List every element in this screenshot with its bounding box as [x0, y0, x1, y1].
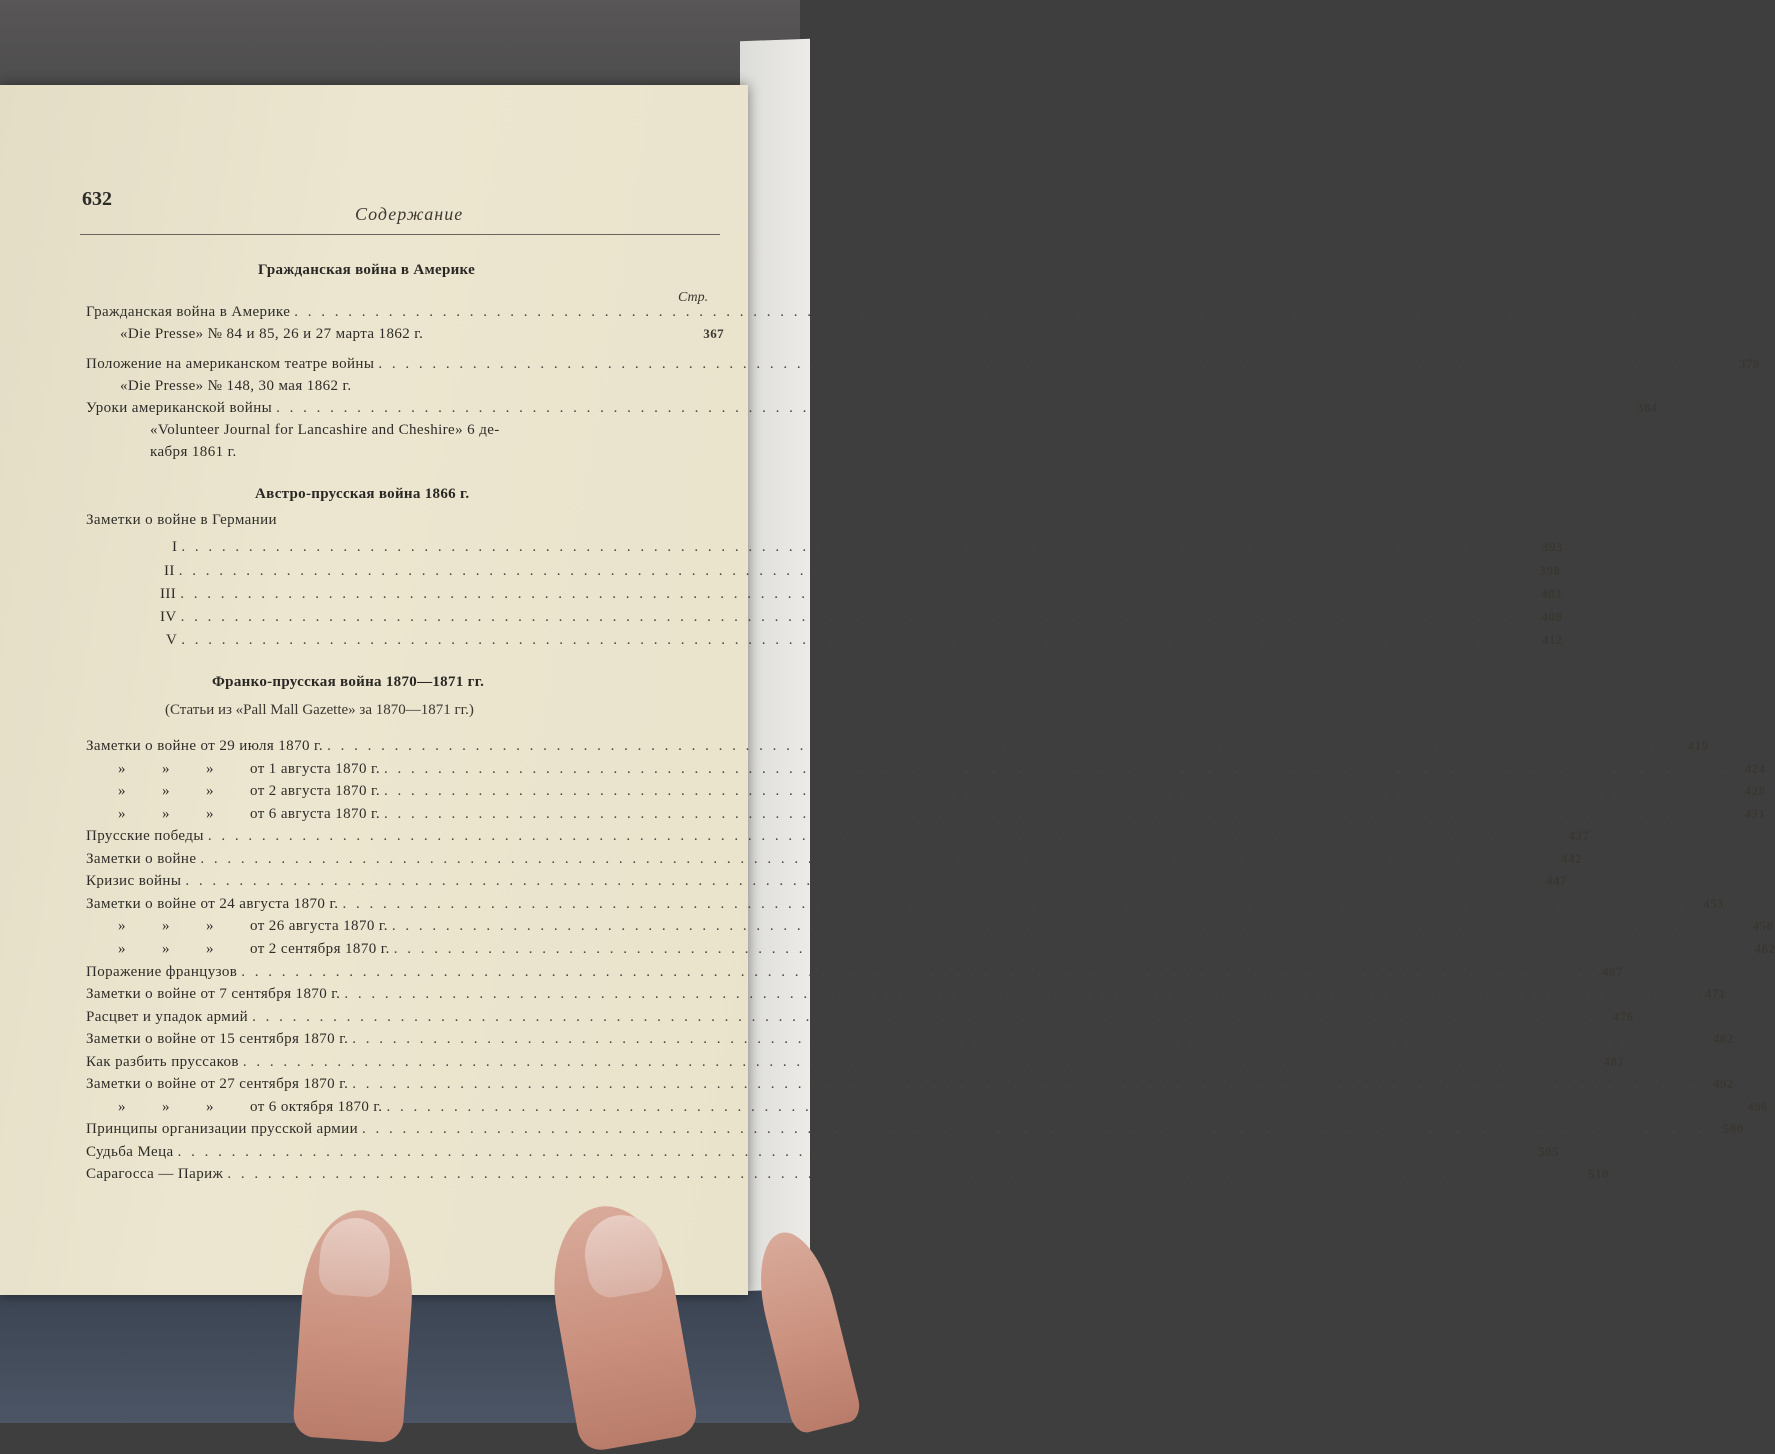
dot-leader: . . . . . . . . . . . . . . . . . . . . . . . . . . . . . . . . . . . . . . . . . . . . . . . . . . . . . . . . . . . . . . . . . . . . . . . . . . . . . . . . . . . . . . . . . . . . . . . . . . . . .: [384, 761, 1741, 777]
running-head: Содержание: [355, 204, 464, 224]
toc-entry: [118, 806, 1766, 823]
entry-page: 419: [1687, 738, 1709, 753]
toc-entry: [86, 304, 1651, 321]
entry-title: Сарагосса — Париж: [86, 1166, 224, 1182]
ditto-mark: »: [118, 918, 126, 934]
entry-page: 431: [1744, 806, 1766, 821]
toc-entry: [86, 896, 1724, 913]
dot-leader: . . . . . . . . . . . . . . . . . . . . . . . . . . . . . . . . . . . . . . . . . . . . . . . . . . . . . . . . . . . . . . . . . . . . . . . . . . . . . . . . . . . . . . . . . . . . . . . . . . . . .: [393, 941, 1751, 957]
section-title-civil-war: Гражданская война в Америке: [258, 262, 476, 278]
facing-page-text: [740, 39, 810, 1291]
entry-title: от 1 августа 1870 г.: [250, 761, 381, 777]
dot-leader: . . . . . . . . . . . . . . . . . . . . . . . . . . . . . . . . . . . . . . . . . . . . . . . . . . . . . . . . . . . . . . . . . . . . . . . . . . . . . . . . . . . . . . . . . . . . . . . . . . . . .: [242, 1054, 1600, 1070]
ditto-marks: [118, 761, 250, 778]
entry-page: 496: [1747, 1099, 1768, 1114]
toc-entry: [118, 761, 1766, 778]
toc-entry: [86, 1009, 1634, 1026]
ditto-mark: »: [206, 761, 214, 777]
toc-entry: [86, 873, 1567, 890]
entry-page: 500: [1722, 1121, 1744, 1136]
toc-entry: [86, 828, 1590, 845]
page-column-label: Стр.: [678, 290, 709, 305]
dot-leader: . . . . . . . . . . . . . . . . . . . . . . . . . . . . . . . . . . . . . . . . . . . . . . . . . . . . . . . . . . . . . . . . . . . . . . . . . . . . . . . . . . . . . . . . . . . . . . . . . . . . .: [386, 1099, 1744, 1115]
entry-title: Заметки о войне: [86, 851, 197, 867]
dot-leader: . . . . . . . . . . . . . . . . . . . . . . . . . . . . . . . . . . . . . . . . . . . . . . . . . . . . . . . . . . . . . . . . . . . . . . . . . . . . . . . . . . . . . . . . . . . . . . . . . . . . .: [327, 738, 1684, 754]
entry-page: 462: [1754, 941, 1775, 956]
toc-entry-detail: [120, 326, 724, 343]
toc-entry: [86, 986, 1726, 1003]
dot-leader: . . . . . . . . . . . . . . . . . . . . . . . . . . . . . . . . . . . . . . . . . . . . . . . . . . . . . . . . . . . . . . . . . . . . . . . . . . . . . . . . . . . . . . . . . . . . . . . . . . . . .: [241, 964, 1598, 980]
entry-page: 442: [1561, 851, 1582, 866]
toc-entry: [86, 1076, 1734, 1093]
ditto-mark: »: [118, 806, 126, 822]
entry-detail: кабря 1861 г.: [150, 444, 237, 460]
dot-leader: . . . . . . . . . . . . . . . . . . . . . . . . . . . . . . . . . . . . . . . . . . . . . . . . . . . . . . . . . . . . . . . . . . . . . . . . . . . . . . . . . . . . . . . . . . . . . . . . . . . . .: [178, 563, 1536, 579]
ditto-mark: »: [162, 761, 170, 777]
entry-title: Кризис войны: [86, 873, 182, 889]
entry-title: от 26 августа 1870 г.: [250, 918, 388, 934]
toc-entry: III . . . . . . . . . . . . . . . . . . . . . . . . . . . . . . . . . . . . . . . . . . . . . . . . . . . . . . . . . . . . . . . . . . . . . . . . . . . . . . . . . . . . . . . . . . . . . . . . . . . . . 403: [160, 586, 1562, 602]
entry-title: Поражение французов: [86, 964, 238, 980]
ditto-mark: »: [118, 941, 126, 957]
entry-page: 412: [1541, 632, 1563, 647]
ditto-marks: [118, 918, 250, 935]
dot-leader: . . . . . . . . . . . . . . . . . . . . . . . . . . . . . . . . . . . . . . . . . . . . . . . . . . . . . . . . . . . . . . . . . . . . . . . . . . . . . . . . . . . . . . . . . . . . . . . . . . . . .: [294, 304, 1651, 320]
entry-page: 398: [1539, 563, 1561, 578]
dot-leader: . . . . . . . . . . . . . . . . . . . . . . . . . . . . . . . . . . . . . . . . . . . . . . . . . . . . . . . . . . . . . . . . . . . . . . . . . . . . . . . . . . . . . . . . . . . . . . . . . . . . .: [252, 1009, 1609, 1025]
entry-page: 428: [1744, 783, 1766, 798]
ditto-marks: [118, 806, 250, 823]
entry-page: 505: [1538, 1144, 1560, 1159]
dot-leader: . . . . . . . . . . . . . . . . . . . . . . . . . . . . . . . . . . . . . . . . . . . . . . . . . . . . . . . . . . . . . . . . . . . . . . . . . . . . . . . . . . . . . . . . . . . . . . . . . . . . .: [384, 806, 1741, 822]
entry-page: 471: [1705, 986, 1726, 1001]
entry-title: Расцвет и упадок армий: [86, 1009, 249, 1025]
entry-title: Заметки о войне от 29 июля 1870 г.: [86, 738, 324, 754]
entry-page: 467: [1601, 964, 1623, 979]
entry-title: Заметки о войне от 15 сентября 1870 г.: [86, 1031, 349, 1047]
entry-page: 453: [1703, 896, 1724, 911]
toc-entry: [86, 1121, 1744, 1138]
entry-detail: «Die Presse» № 84 и 85, 26 и 27 марта 1862 г.: [120, 326, 424, 342]
toc-entry: [86, 356, 1760, 373]
ditto-mark: »: [206, 941, 214, 957]
toc-entry: [86, 1054, 1625, 1071]
ditto-mark: »: [162, 783, 170, 799]
page-number: 632: [82, 188, 112, 210]
ditto-marks: [118, 941, 250, 958]
entry-title: от 6 октября 1870 г.: [250, 1099, 383, 1115]
dot-leader: . . . . . . . . . . . . . . . . . . . . . . . . . . . . . . . . . . . . . . . . . . . . . . . . . . . . . . . . . . . . . . . . . . . . . . . . . . . . . . . . . . . . . . . . . . . . . . . . . . . . .: [227, 1166, 1585, 1182]
dot-leader: . . . . . . . . . . . . . . . . . . . . . . . . . . . . . . . . . . . . . . . . . . . . . . . . . . . . . . . . . . . . . . . . . . . . . . . . . . . . . . . . . . . . . . . . . . . . . . . . . . . . .: [342, 896, 1700, 912]
toc-entry: [118, 783, 1766, 800]
ditto-mark: »: [206, 1099, 214, 1115]
toc-entry: [86, 1031, 1734, 1048]
entry-page: 408: [1541, 609, 1563, 624]
dot-leader: . . . . . . . . . . . . . . . . . . . . . . . . . . . . . . . . . . . . . . . . . . . . . . . . . . . . . . . . . . . . . . . . . . . . . . . . . . . . . . . . . . . . . . . . . . . . . . . . . . . . .: [344, 986, 1702, 1002]
section-subtitle: (Статьи из «Pall Mall Gazette» за 1870—1871 гг.): [165, 702, 474, 718]
entry-page: 424: [1744, 761, 1766, 776]
entry-title: Уроки американской войны: [86, 400, 273, 416]
ditto-mark: »: [118, 761, 126, 777]
ditto-mark: »: [118, 783, 126, 799]
toc-entry: V . . . . . . . . . . . . . . . . . . . . . . . . . . . . . . . . . . . . . . . . . . . . . . . . . . . . . . . . . . . . . . . . . . . . . . . . . . . . . . . . . . . . . . . . . . . . . . . . . . . . . 412: [166, 632, 1563, 648]
toc-entry: [86, 1144, 1560, 1161]
entry-page: 403: [1540, 586, 1562, 601]
entry-title: Заметки о войне от 7 сентября 1870 г.: [86, 986, 341, 1002]
section-title-austro-prussian: Австро-прусская война 1866 г.: [255, 486, 470, 502]
dot-leader: . . . . . . . . . . . . . . . . . . . . . . . . . . . . . . . . . . . . . . . . . . . . . . . . . . . . . . . . . . . . . . . . . . . . . . . . . . . . . . . . . . . . . . . . . . . . . . . . . . . . .: [362, 1121, 1719, 1137]
section-title-franco-prussian: Франко-прусская война 1870—1871 гг.: [212, 674, 485, 690]
header-rule: [80, 234, 720, 235]
entry-title: Принципы организации прусской армии: [86, 1121, 359, 1137]
entry-title: от 6 августа 1870 г.: [250, 806, 381, 822]
toc-entry: II . . . . . . . . . . . . . . . . . . . . . . . . . . . . . . . . . . . . . . . . . . . . . . . . . . . . . . . . . . . . . . . . . . . . . . . . . . . . . . . . . . . . . . . . . . . . . . . . . . . . . 398: [164, 563, 1561, 579]
entry-title: от 2 сентября 1870 г.: [250, 941, 390, 957]
entry-page: 437: [1568, 828, 1590, 843]
ditto-mark: »: [206, 806, 214, 822]
ditto-mark: »: [162, 1099, 170, 1115]
toc-entry: [86, 738, 1709, 755]
toc-entry: [118, 941, 1775, 958]
entry-title: Заметки о войне от 27 сентября 1870 г.: [86, 1076, 349, 1092]
toc-entry: I . . . . . . . . . . . . . . . . . . . . . . . . . . . . . . . . . . . . . . . . . . . . . . . . . . . . . . . . . . . . . . . . . . . . . . . . . . . . . . . . . . . . . . . . . . . . . . . . . . . . . 393: [172, 539, 1563, 555]
dot-leader: . . . . . . . . . . . . . . . . . . . . . . . . . . . . . . . . . . . . . . . . . . . . . . . . . . . . . . . . . . . . . . . . . . . . . . . . . . . . . . . . . . . . . . . . . . . . . . . . . . . . .: [352, 1076, 1709, 1092]
entry-page: 510: [1588, 1166, 1609, 1181]
toc-entry: [118, 918, 1774, 935]
dot-leader: . . . . . . . . . . . . . . . . . . . . . . . . . . . . . . . . . . . . . . . . . . . . . . . . . . . . . . . . . . . . . . . . . . . . . . . . . . . . . . . . . . . . . . . . . . . . . . . . . . . . .: [384, 783, 1741, 799]
dot-leader: . . . . . . . . . . . . . . . . . . . . . . . . . . . . . . . . . . . . . . . . . . . . . . . . . . . . . . . . . . . . . . . . . . . . . . . . . . . . . . . . . . . . . . . . . . . . . . . . . . . . .: [180, 609, 1538, 625]
entry-page: 379: [1739, 356, 1760, 371]
entry-page: 447: [1546, 873, 1567, 888]
ditto-mark: »: [162, 806, 170, 822]
toc-entry: [86, 964, 1623, 981]
entry-heading: Заметки о войне в Германии: [86, 512, 277, 528]
dot-leader: . . . . . . . . . . . . . . . . . . . . . . . . . . . . . . . . . . . . . . . . . . . . . . . . . . . . . . . . . . . . . . . . . . . . . . . . . . . . . . . . . . . . . . . . . . . . . . . . . . . . .: [200, 851, 1558, 867]
ditto-mark: »: [206, 918, 214, 934]
dot-leader: . . . . . . . . . . . . . . . . . . . . . . . . . . . . . . . . . . . . . . . . . . . . . . . . . . . . . . . . . . . . . . . . . . . . . . . . . . . . . . . . . . . . . . . . . . . . . . . . . . . . .: [276, 400, 1633, 416]
dot-leader: . . . . . . . . . . . . . . . . . . . . . . . . . . . . . . . . . . . . . . . . . . . . . . . . . . . . . . . . . . . . . . . . . . . . . . . . . . . . . . . . . . . . . . . . . . . . . . . . . . . . .: [391, 918, 1749, 934]
toc-entry: IV . . . . . . . . . . . . . . . . . . . . . . . . . . . . . . . . . . . . . . . . . . . . . . . . . . . . . . . . . . . . . . . . . . . . . . . . . . . . . . . . . . . . . . . . . . . . . . . . . . . . . 408: [160, 609, 1563, 625]
entry-title: Положение на американском театре войны: [86, 356, 375, 372]
entry-page: 487: [1603, 1054, 1625, 1069]
ditto-mark: »: [118, 1099, 126, 1115]
ditto-marks: [118, 1099, 250, 1116]
dot-leader: . . . . . . . . . . . . . . . . . . . . . . . . . . . . . . . . . . . . . . . . . . . . . . . . . . . . . . . . . . . . . . . . . . . . . . . . . . . . . . . . . . . . . . . . . . . . . . . . . . . . .: [181, 539, 1539, 555]
dot-leader: . . . . . . . . . . . . . . . . . . . . . . . . . . . . . . . . . . . . . . . . . . . . . . . . . . . . . . . . . . . . . . . . . . . . . . . . . . . . . . . . . . . . . . . . . . . . . . . . . . . . .: [180, 586, 1537, 602]
entry-title: Как разбить пруссаков: [86, 1054, 239, 1070]
entry-page: 458: [1752, 918, 1774, 933]
dot-leader: . . . . . . . . . . . . . . . . . . . . . . . . . . . . . . . . . . . . . . . . . . . . . . . . . . . . . . . . . . . . . . . . . . . . . . . . . . . . . . . . . . . . . . . . . . . . . . . . . . . . .: [181, 632, 1538, 648]
entry-page: 482: [1712, 1031, 1734, 1046]
entry-title: Гражданская война в Америке: [86, 304, 291, 320]
ditto-mark: »: [162, 918, 170, 934]
dot-leader: . . . . . . . . . . . . . . . . . . . . . . . . . . . . . . . . . . . . . . . . . . . . . . . . . . . . . . . . . . . . . . . . . . . . . . . . . . . . . . . . . . . . . . . . . . . . . . . . . . . . .: [185, 873, 1543, 889]
ditto-mark: »: [206, 783, 214, 799]
entry-page: 367: [703, 326, 724, 341]
entry-title: Прусские победы: [86, 828, 204, 844]
entry-detail: «Die Presse» № 148, 30 мая 1862 г.: [120, 378, 352, 394]
entry-title: Судьба Меца: [86, 1144, 174, 1160]
entry-detail: «Volunteer Journal for Lancashire and Cheshire» 6 де-: [150, 422, 500, 438]
toc-entry: [86, 1166, 1609, 1183]
toc-entry: [118, 1099, 1768, 1116]
entry-page: 393: [1542, 539, 1563, 554]
ditto-marks: [118, 783, 250, 800]
entry-title: Заметки о войне от 24 августа 1870 г.: [86, 896, 339, 912]
toc-entry: [86, 851, 1582, 868]
entry-page: 492: [1712, 1076, 1734, 1091]
ditto-mark: »: [162, 941, 170, 957]
dot-leader: . . . . . . . . . . . . . . . . . . . . . . . . . . . . . . . . . . . . . . . . . . . . . . . . . . . . . . . . . . . . . . . . . . . . . . . . . . . . . . . . . . . . . . . . . . . . . . . . . . . . .: [378, 356, 1736, 372]
dot-leader: . . . . . . . . . . . . . . . . . . . . . . . . . . . . . . . . . . . . . . . . . . . . . . . . . . . . . . . . . . . . . . . . . . . . . . . . . . . . . . . . . . . . . . . . . . . . . . . . . . . . .: [352, 1031, 1709, 1047]
entry-page: 476: [1612, 1009, 1634, 1024]
dot-leader: . . . . . . . . . . . . . . . . . . . . . . . . . . . . . . . . . . . . . . . . . . . . . . . . . . . . . . . . . . . . . . . . . . . . . . . . . . . . . . . . . . . . . . . . . . . . . . . . . . . . .: [177, 1144, 1535, 1160]
dot-leader: . . . . . . . . . . . . . . . . . . . . . . . . . . . . . . . . . . . . . . . . . . . . . . . . . . . . . . . . . . . . . . . . . . . . . . . . . . . . . . . . . . . . . . . . . . . . . . . . . . . . .: [207, 828, 1565, 844]
toc-entry: [86, 400, 1658, 417]
entry-title: от 2 августа 1870 г.: [250, 783, 381, 799]
entry-page: 384: [1636, 400, 1658, 415]
